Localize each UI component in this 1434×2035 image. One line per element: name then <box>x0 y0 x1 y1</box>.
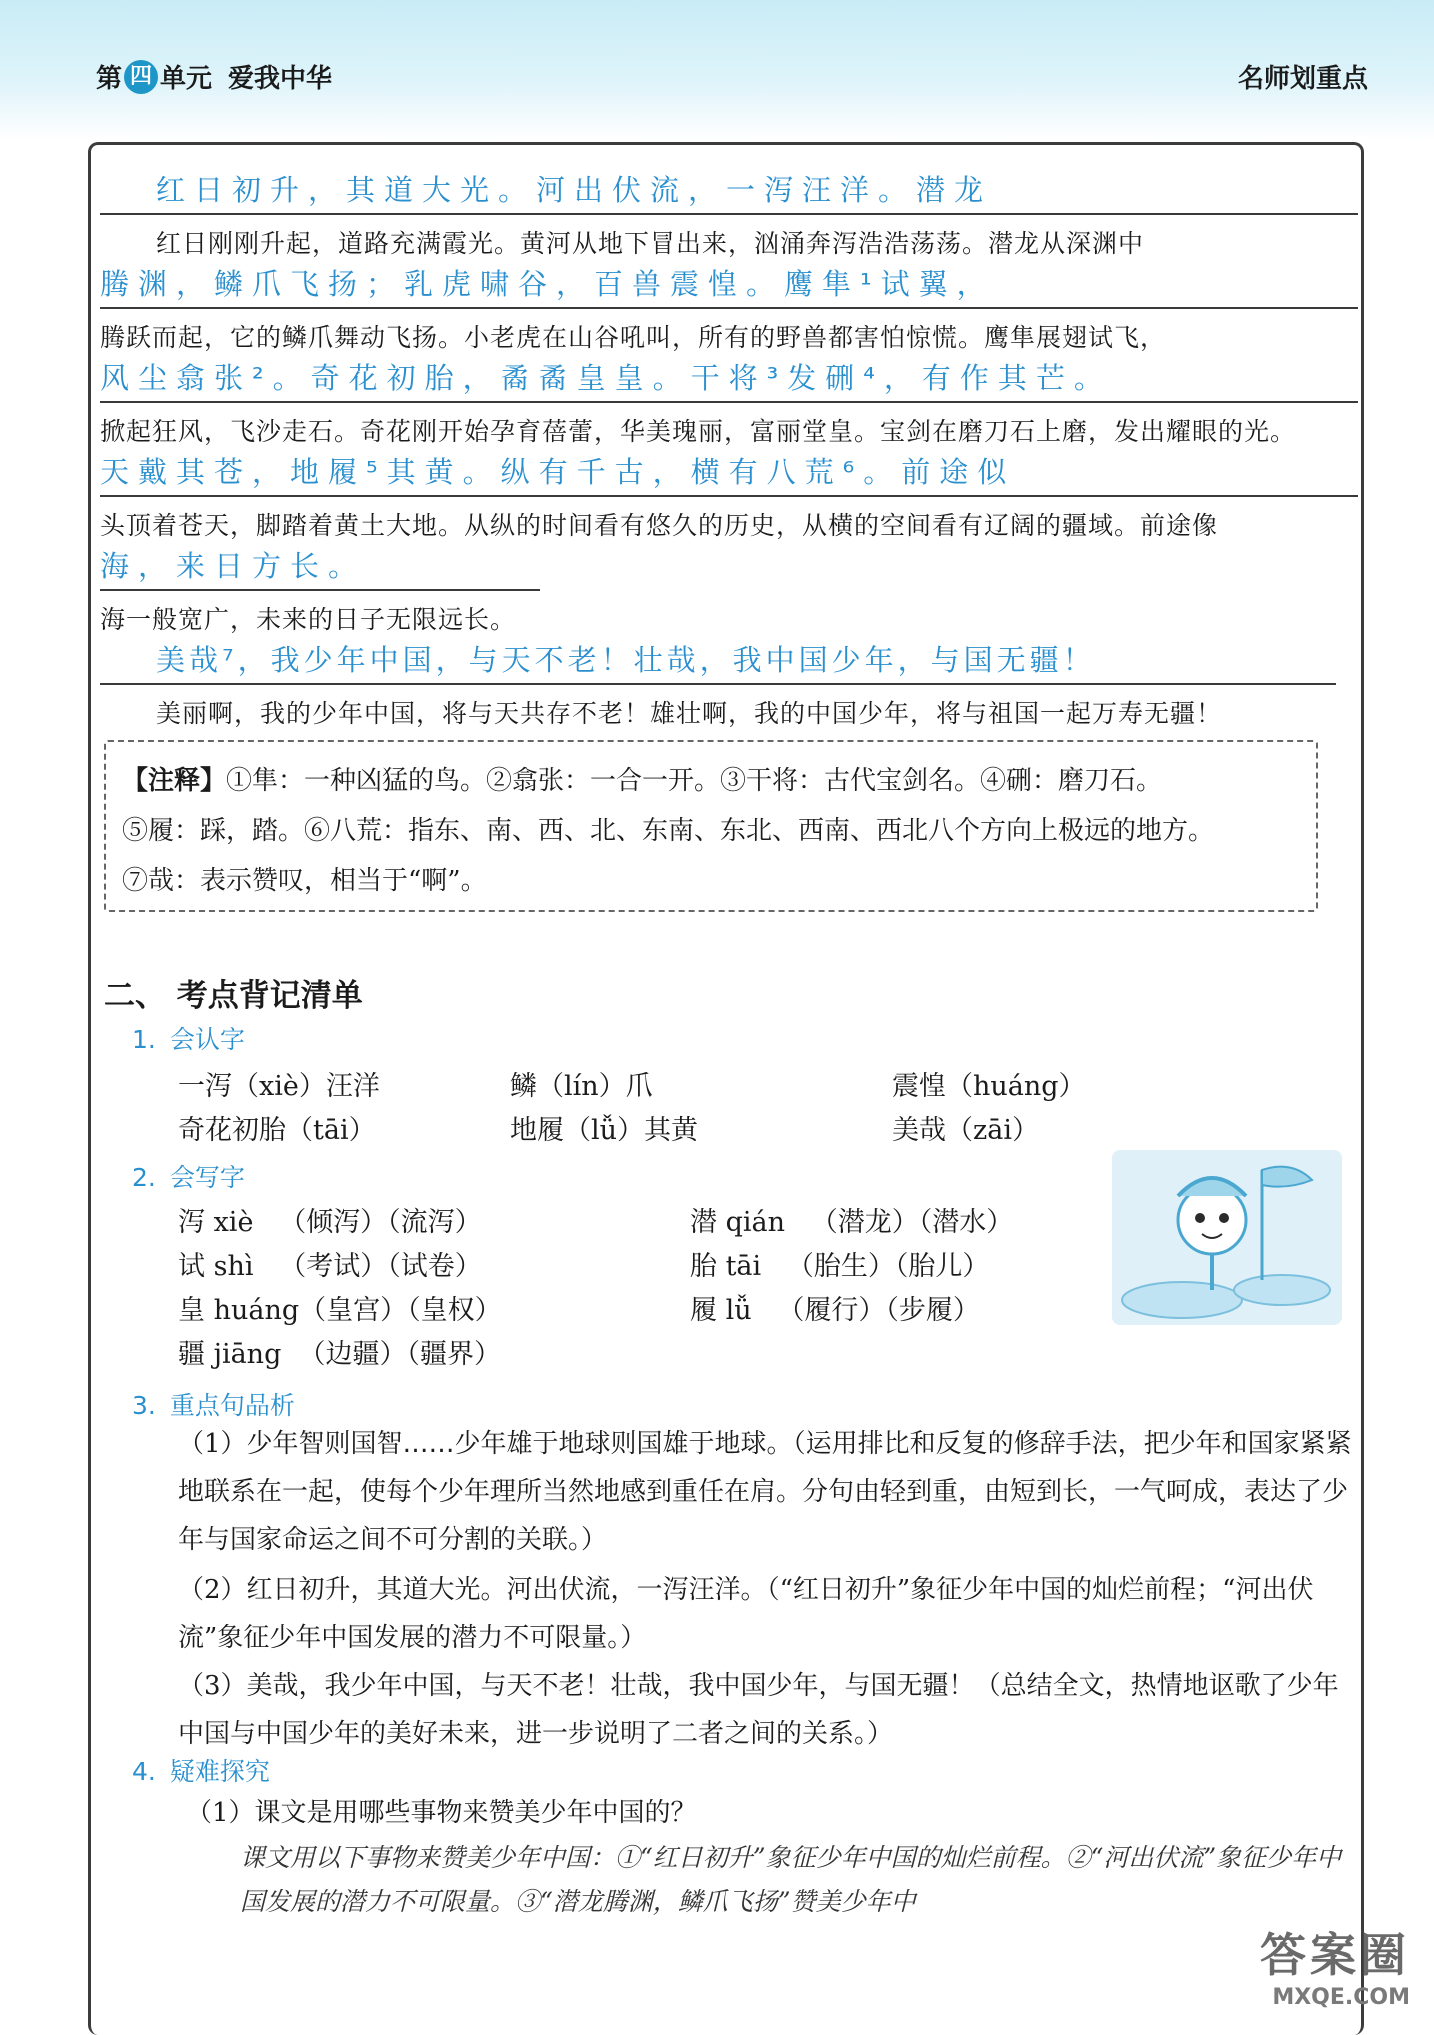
write-word: 胎 tāi （胎生）（胎儿） <box>690 1251 990 1282</box>
translation-text: 红日刚刚升起，道路充满霞光。黄河从地下冒出来，汹涌奔泻浩浩荡荡。潜龙从深渊中 <box>156 229 1145 258</box>
read-word: 奇花初胎（tāi） <box>178 1115 376 1146</box>
passage-segment <box>100 356 1358 448</box>
read-word: 鳞（lín）爪 <box>510 1071 653 1102</box>
translation-text: 美丽啊，我的少年中国，将与天共存不老！雄壮啊，我的中国少年，将与祖国一起万寿无疆！ <box>156 699 1223 728</box>
read-word: 地履（lǚ）其黄 <box>510 1115 699 1146</box>
write-word: 泻 xiè （倾泻）（流泻） <box>178 1207 482 1238</box>
read-word: 一泻（xiè）汪洋 <box>178 1071 380 1102</box>
passage-segment <box>100 450 1358 542</box>
original-text: 美哉⁷，我少年中国，与天不老！壮哉，我中国少年，与国无疆！ <box>100 638 1336 685</box>
translation-text: 海一般宽广，未来的日子无限远长。 <box>100 605 517 634</box>
write-word: 履 lǚ （履行）（步履） <box>690 1295 980 1326</box>
unit-prefix: 第 <box>96 64 123 94</box>
unit-number-badge: 四 <box>124 60 158 94</box>
write-word: 潜 qián （潜龙）（潜水） <box>690 1207 1014 1238</box>
subsection-heading: 1. 会认字 <box>132 1025 245 1054</box>
original-text: 风尘翕张²。奇花初胎，矞矞皇皇。干将³发硎⁴，有作其芒。 <box>100 356 1358 403</box>
subsection-heading: 2. 会写字 <box>132 1163 245 1192</box>
original-text: 红日初升，其道大光。河出伏流，一泻汪洋。潜龙 <box>100 168 1358 215</box>
subsection-heading: 4. 疑难探究 <box>132 1757 270 1786</box>
read-word: 美哉（zāi） <box>892 1115 1039 1146</box>
unit-name: 爱我中华 <box>228 64 333 94</box>
question: （1）课文是用哪些事物来赞美少年中国的？ <box>186 1798 697 1828</box>
note-tag: 【注释】 <box>122 766 227 796</box>
annotation-box <box>104 740 1318 912</box>
translation-text: 腾跃而起，它的鳞爪舞动飞扬。小老虎在山谷吼叫，所有的野兽都害怕惊慌。鹰隼展翅试飞， <box>100 323 1167 352</box>
watermark-logo: 答案圈 MXQE.COM <box>1260 1928 1410 2010</box>
write-word: 皇 huáng（皇宫）（皇权） <box>178 1295 502 1326</box>
write-word: 疆 jiāng （边疆）（疆界） <box>178 1339 502 1370</box>
note-line: ⑦哉：表示赞叹，相当于“啊”。 <box>122 866 487 896</box>
passage-segment <box>100 262 1358 354</box>
passage-segment <box>100 544 1358 636</box>
unit-title <box>96 58 332 95</box>
translation-text: 掀起狂风，飞沙走石。奇花刚开始孕育蓓蕾，华美瑰丽，富丽堂皇。宝剑在磨刀石上磨，发出耀眼的光。 <box>100 417 1297 446</box>
note-line: ⑤履：踩，踏。⑥八荒：指东、南、西、北、东南、东北、西南、西北八个方向上极远的地方。 <box>122 816 1215 846</box>
answer-text: 课文用以下事物来赞美少年中国：①“红日初升”象征少年中国的灿烂前程。②“河出伏流”象征少年中国发展的潜力不可限量。③“潜龙腾渊，鳞爪飞扬”赞美少年中 <box>240 1843 1342 1916</box>
write-word: 试 shì （考试）（试卷） <box>178 1251 482 1282</box>
read-word: 震惶（huáng） <box>892 1071 1086 1102</box>
mascot-drawing <box>1112 1150 1342 1325</box>
unit-suffix: 单元 <box>160 64 213 94</box>
passage-segment <box>100 638 1358 730</box>
sentence-analysis: （2）红日初升，其道大光。河出伏流，一泻汪洋。（“红日初升”象征少年中国的灿烂前程；“河出伏流”象征少年中国发展的潜力不可限量。） <box>178 1575 1314 1653</box>
original-text: 海，来日方长。 <box>100 544 540 591</box>
mascot-illustration <box>1112 1150 1342 1325</box>
original-text: 天戴其苍，地履⁵其黄。纵有千古，横有八荒⁶。前途似 <box>100 450 1358 497</box>
section-title: 二、 考点背记清单 <box>104 978 363 1014</box>
subsection-heading: 3. 重点句品析 <box>132 1391 295 1420</box>
passage-segment <box>100 168 1358 260</box>
sentence-analysis: （1）少年智则国智……少年雄于地球则国雄于地球。（运用排比和反复的修辞手法，把少年和国家紧紧地联系在一起，使每个少年理所当然地感到重任在肩。分句由轻到重，由短到长，一气呵成，表达了少年与国家命运之间不可分割的关联。） <box>178 1429 1352 1555</box>
note-line: 【注释】①隼：一种凶猛的鸟。②翕张：一合一开。③干将：古代宝剑名。④硎：磨刀石。 <box>122 766 1163 796</box>
translation-text: 头顶着苍天，脚踏着黄土大地。从纵的时间看有悠久的历史，从横的空间看有辽阔的疆域。前途像 <box>100 511 1219 540</box>
original-text: 腾渊，鳞爪飞扬；乳虎啸谷，百兽震惶。鹰隼¹试翼， <box>100 262 1358 309</box>
section-tag: 名师划重点 <box>1237 64 1368 94</box>
sentence-analysis: （3）美哉，我少年中国，与天不老！壮哉，我中国少年，与国无疆！（总结全文，热情地讴歌了少年中国与中国少年的美好未来，进一步说明了二者之间的关系。） <box>178 1671 1339 1749</box>
